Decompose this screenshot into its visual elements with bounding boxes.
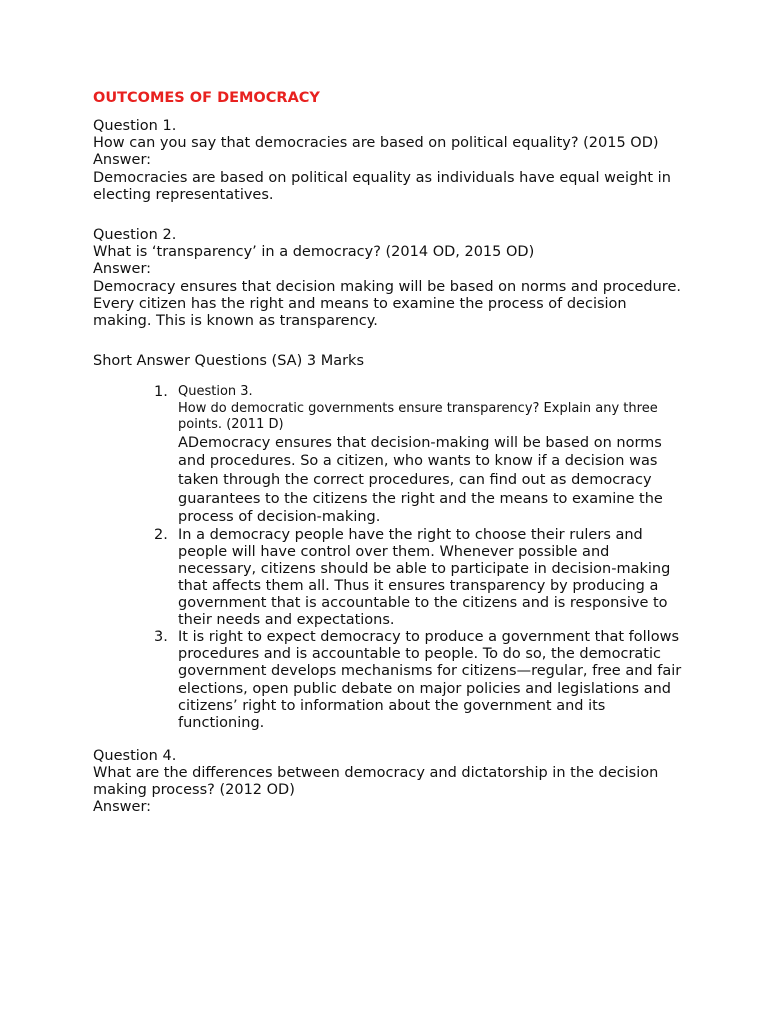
question-4-block	[93, 748, 683, 817]
question-3-text: How do democratic governments ensure transparency? Explain any three points. (2011 D)	[178, 400, 658, 433]
spacer	[93, 330, 683, 353]
question-1-answer: Democracies are based on political equality as individuals have equal weight in electing representatives.	[93, 169, 671, 203]
question-2-answer: Democracy ensures that decision making will be based on norms and procedure. Every citizen has the right and means to examine the process of decision making. This is known as transparency.	[93, 278, 681, 330]
question-4-label: Question 4.	[93, 747, 177, 764]
question-1-answer-label: Answer:	[93, 152, 152, 169]
list-item-number: 3.	[154, 629, 168, 646]
list-item	[93, 629, 683, 732]
list-item	[93, 384, 683, 526]
spacer	[93, 204, 683, 227]
question-2-answer-label: Answer:	[93, 261, 152, 278]
question-4-text: What are the differences between democracy and dictatorship in the decision making process? (2012 OD)	[93, 765, 659, 799]
document-page	[93, 88, 683, 817]
section-heading: Short Answer Questions (SA) 3 Marks	[93, 353, 365, 370]
list-item-number: 2.	[154, 526, 168, 543]
question-2-text: What is ‘transparency’ in a democracy? (2014 OD, 2015 OD)	[93, 244, 535, 261]
answer-list	[93, 384, 683, 732]
list-item-text: It is right to expect democracy to produce a government that follows procedures and is accountable to people. To do so, the democratic government develops mechanisms for citizens—regular, free and fair elections, open public debate on major policies and legislations and citizens’ right to information about the government and its functioning.	[178, 629, 682, 731]
document-title: OUTCOMES OF DEMOCRACY	[93, 90, 320, 106]
question-1-block	[93, 118, 683, 204]
question-2-label: Question 2.	[93, 227, 177, 244]
list-item	[93, 527, 683, 630]
question-3-label: Question 3.	[178, 384, 253, 400]
list-item-number: 1.	[154, 384, 168, 401]
question-1-text: How can you say that democracies are based on political equality? (2015 OD)	[93, 135, 659, 152]
list-item-text: ADemocracy ensures that decision-making will be based on norms and procedures. So a citizen, who wants to know if a decision was taken through the correct procedures, can find out as democracy guarantees to the citizens the right and the means to examine the process of decision-making.	[178, 434, 663, 526]
question-1-label: Question 1.	[93, 118, 177, 134]
question-4-answer-label: Answer:	[93, 799, 152, 816]
question-2-block	[93, 227, 683, 330]
list-item-text: In a democracy people have the right to choose their rulers and people will have control over them. Whenever possible and necessary, citizens should be able to participate in decision-making that affects them all. Thus it ensures transparency by producing a government that is accountable to the citizens and is responsive to their needs and expectations.	[178, 526, 671, 629]
